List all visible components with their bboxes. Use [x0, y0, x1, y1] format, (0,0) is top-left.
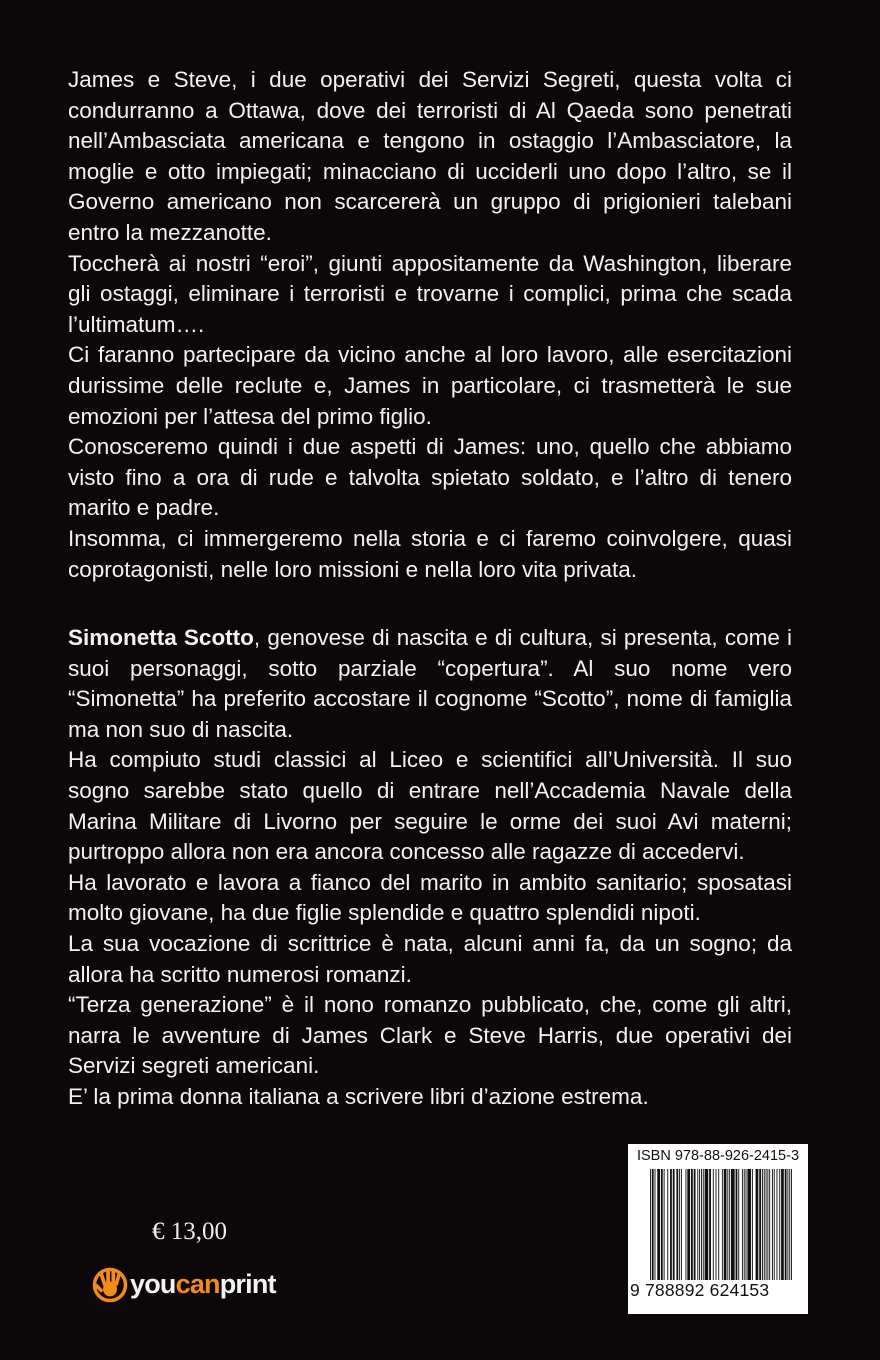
- barcode-bar: [703, 1169, 704, 1280]
- synopsis-paragraph: Conosceremo quindi i due aspetti di James: uno, quello che abbiamo visto fino a ora di rude e talvolta spietato soldato, e l’altro di tenero marito e padre.: [68, 434, 792, 521]
- bio-paragraph: E’ la prima donna italiana a scrivere libri d’azione estrema.: [68, 1083, 649, 1109]
- barcode-bar: [766, 1169, 767, 1280]
- book-synopsis: [68, 65, 792, 585]
- barcode-bar: [756, 1169, 759, 1280]
- barcode-bar: [791, 1169, 792, 1280]
- barcode-bar: [759, 1169, 761, 1280]
- isbn-barcode: [628, 1144, 808, 1314]
- barcode-bar: [657, 1169, 660, 1280]
- synopsis-paragraph: Ci faranno partecipare da vicino anche al loro lavoro, alle esercitazioni durissime delle reclute e, James in particolare, ci trasmetterà le sue emozioni per l’attesa del primo figlio.: [68, 342, 792, 429]
- barcode-bar: [655, 1169, 656, 1280]
- barcode-bar: [762, 1169, 763, 1280]
- barcode-bar: [679, 1169, 680, 1280]
- synopsis-paragraph: James e Steve, i due operativi dei Servizi Segreti, questa volta ci condurranno a Ottawa, dove dei terroristi di Al Qaeda sono penetrati nell’Ambasciata americana e tengono in ostaggio l’Ambasciatore, la moglie e otto impiegati; minacciano di ucciderli uno dopo l’altro, se il Governo americano non scarcererà un gruppo di prigionieri talebani entro la mezzanotte.: [68, 67, 792, 245]
- isbn-label: ISBN 978-88-926-2415-3: [636, 1148, 800, 1164]
- author-name: Simonetta Scotto: [68, 625, 254, 650]
- barcode-bars: [650, 1169, 792, 1280]
- barcode-bar: [785, 1169, 787, 1280]
- synopsis-paragraph: Insomma, ci immergeremo nella storia e ci faremo coinvolgere, quasi coprotagonisti, nelle loro missioni e nella loro vita privata.: [68, 525, 792, 582]
- barcode-bar: [697, 1169, 698, 1280]
- barcode-digits: 9 788892 624153: [630, 1280, 770, 1300]
- barcode-bar: [670, 1169, 672, 1280]
- barcode-bar: [705, 1169, 709, 1280]
- barcode-bar: [742, 1169, 743, 1280]
- barcode-bar: [727, 1169, 728, 1280]
- book-price: € 13,00: [152, 1218, 227, 1245]
- barcode-bar: [729, 1169, 730, 1280]
- author-bio: [68, 623, 792, 1113]
- wordmark-print: print: [219, 1268, 276, 1299]
- barcode-bar: [781, 1169, 784, 1280]
- bio-paragraph: Ha lavorato e lavora a fianco del marito in ambito sanitario; sposatasi molto giovane, ha due figlie splendide e quattro splendidi nipoti.: [68, 869, 792, 926]
- barcode-bar: [764, 1169, 765, 1280]
- barcode-bar: [687, 1169, 690, 1280]
- barcode-bar: [789, 1169, 790, 1280]
- publisher-wordmark: [130, 1269, 276, 1300]
- synopsis-paragraph: Toccherà ai nostri “eroi”, giunti appositamente da Washington, liberare gli ostaggi, eliminare i terroristi e trovarne i complici, prima che scada l’ultimatum….: [68, 250, 792, 337]
- barcode-bar: [716, 1169, 717, 1280]
- barcode-bar: [747, 1169, 751, 1280]
- barcode-bar: [661, 1169, 663, 1280]
- barcode-bar: [681, 1169, 682, 1280]
- barcode-bar: [650, 1169, 651, 1280]
- barcode-bar: [701, 1169, 702, 1280]
- barcode-bar: [787, 1169, 788, 1280]
- wordmark-you: you: [130, 1268, 176, 1299]
- bio-paragraph: [68, 623, 792, 745]
- barcode-bar: [718, 1169, 719, 1280]
- barcode-bar: [738, 1169, 739, 1280]
- bio-paragraph: “Terza generazione” è il nono romanzo pubblicato, che, come gli altri, narra le avventure di James Clark e Steve Harris, due operativi dei Servizi segreti americani.: [68, 992, 792, 1079]
- barcode-bar: [699, 1169, 700, 1280]
- bio-paragraph: La sua vocazione di scrittrice è nata, alcuni anni fa, da un sogno; da allora ha scritto numerosi romanzi.: [68, 930, 792, 987]
- barcode-bar: [676, 1169, 678, 1280]
- barcode-bar: [722, 1169, 723, 1280]
- barcode-bar: [779, 1169, 780, 1280]
- wordmark-can: can: [175, 1268, 220, 1299]
- barcode-bar: [664, 1169, 665, 1280]
- barcode-bar: [731, 1169, 735, 1280]
- barcode-bar: [652, 1169, 654, 1280]
- barcode-bar: [772, 1169, 773, 1280]
- barcode-bar: [744, 1169, 745, 1280]
- bio-first-paragraph-text: , genovese di nascita e di cultura, si presenta, come i suoi personaggi, sotto parziale “copertura”. Al suo nome vero “Simonetta” ha preferito accostare il cognome “Scotto”, nome di famiglia ma non suo di nascita.: [68, 625, 792, 742]
- barcode-bar: [724, 1169, 727, 1280]
- barcode-bar: [777, 1169, 778, 1280]
- hand-icon: [92, 1263, 128, 1305]
- barcode-bar: [691, 1169, 693, 1280]
- barcode-bar: [686, 1169, 687, 1280]
- barcode-bar: [713, 1169, 714, 1280]
- publisher-logo: [92, 1263, 276, 1305]
- barcode-bar: [767, 1169, 768, 1280]
- barcode-bar: [769, 1169, 770, 1280]
- barcode-bar: [709, 1169, 711, 1280]
- barcode-bar: [774, 1169, 775, 1280]
- barcode-bar: [736, 1169, 738, 1280]
- barcode-bar: [694, 1169, 696, 1280]
- barcode-bar: [752, 1169, 753, 1280]
- barcode-bar: [673, 1169, 675, 1280]
- barcode-bar: [746, 1169, 747, 1280]
- bio-paragraph: Ha compiuto studi classici al Liceo e scientifici all’Università. Il suo sogno sarebbe stato quello di entrare nell’Accademia Navale della Marina Militare di Livorno per seguire le orme dei suoi Avi materni; purtroppo allora non era ancora concesso alle ragazze di accedervi.: [68, 747, 792, 865]
- barcode-bar: [667, 1169, 668, 1280]
